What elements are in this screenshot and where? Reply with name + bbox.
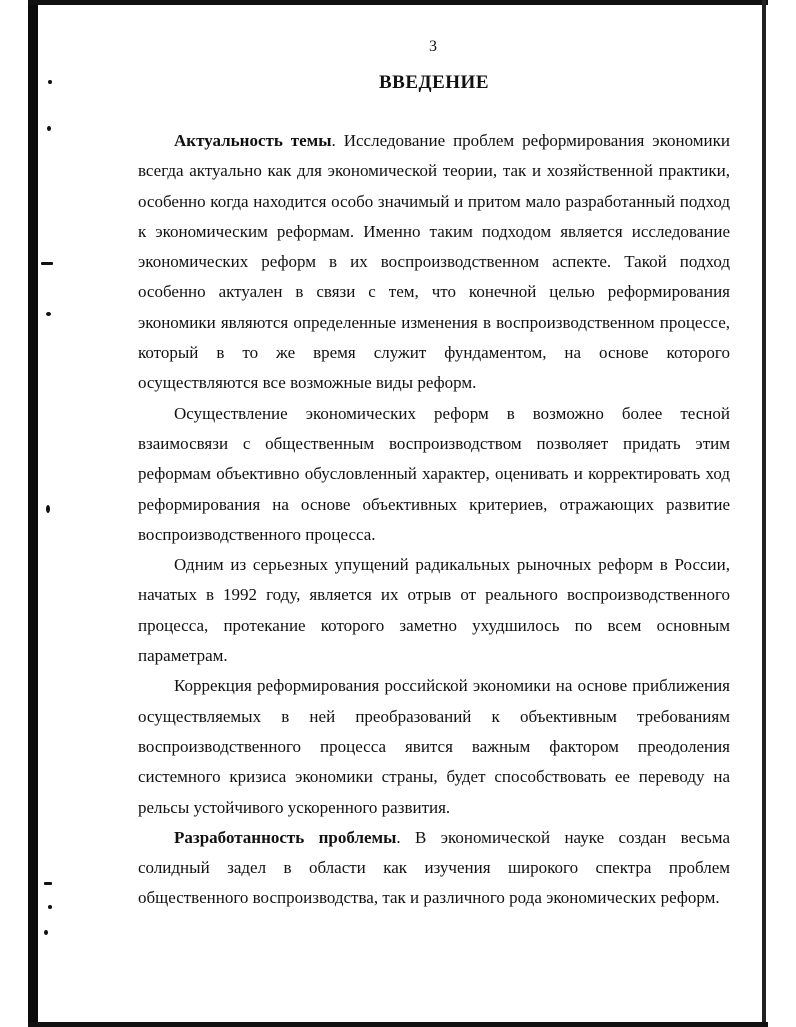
document-body (138, 126, 730, 914)
paragraph-lead: Разработанность проблемы (174, 827, 397, 847)
scan-border-left (28, 0, 38, 1027)
scan-border-top (28, 0, 768, 5)
scan-speck (44, 930, 48, 935)
scan-border-bottom (28, 1022, 768, 1027)
scan-speck (44, 882, 52, 885)
paragraph-elaboration (138, 823, 730, 914)
page-number: 3 (429, 38, 437, 55)
scan-speck (46, 312, 51, 316)
paragraph-text: . В экономической науке создан весьма солидный задел в области как изучения широкого спектра проблем общественного воспроизводства, так и различного рода экономических реформ. (138, 827, 730, 908)
paragraph-text: Осуществление экономических реформ в возможно более тесной взаимосвязи с общественным воспроизводством позволяет придать этим реформам объективно обусловленный характер, оценивать и корректировать ход реформирования на основе объективных критериев, отражающих развитие воспроизводственного процесса. (138, 403, 730, 544)
scan-speck (46, 505, 50, 513)
paragraph-text: Одним из серьезных упущений радикальных рыночных реформ в России, начатых в 1992 году, является их отрыв от реального воспроизводственного процесса, протекание которого заметно ухудшилось по всем основным параметрам. (138, 555, 730, 666)
paragraph-text: Коррекция реформирования российской экономики на основе приближения осуществляемых в ней преобразований к объективным требованиям воспроизводственного процесса явится важным фактором преодоления системного кризиса экономики страны, будет способствовать ее переводу на рельсы устойчивого ускоренного развития. (138, 676, 730, 817)
paragraph-relevance (138, 126, 730, 399)
scan-speck (48, 80, 52, 84)
paragraph-lead: Актуальность темы (174, 131, 332, 150)
paragraph-reform-omissions (138, 550, 730, 671)
scan-speck (48, 905, 52, 909)
paragraph-text: . Исследование проблем реформирования экономики всегда актуально как для экономической теории, так и хозяйственной практики, особенно когда находится особо значимый и притом мало разработанный подход к экономическим реформам. Именно таким подходом является исследование экономических реформ в их воспроизводственном аспекте. Такой подход особенно актуален в связи с тем, что конечной целью реформирования экономики являются определенные изменения в воспроизводственном процессе, который в то же время служит фундаментом, на основе которого осуществляются все возможные виды реформ. (138, 131, 730, 393)
page-title: ВВЕДЕНИЕ (379, 72, 489, 93)
scan-speck (47, 126, 51, 131)
paragraph-correction (138, 671, 730, 822)
scan-speck (41, 262, 53, 265)
scan-border-right (762, 0, 766, 1027)
paragraph-reform-linkage (138, 399, 730, 550)
